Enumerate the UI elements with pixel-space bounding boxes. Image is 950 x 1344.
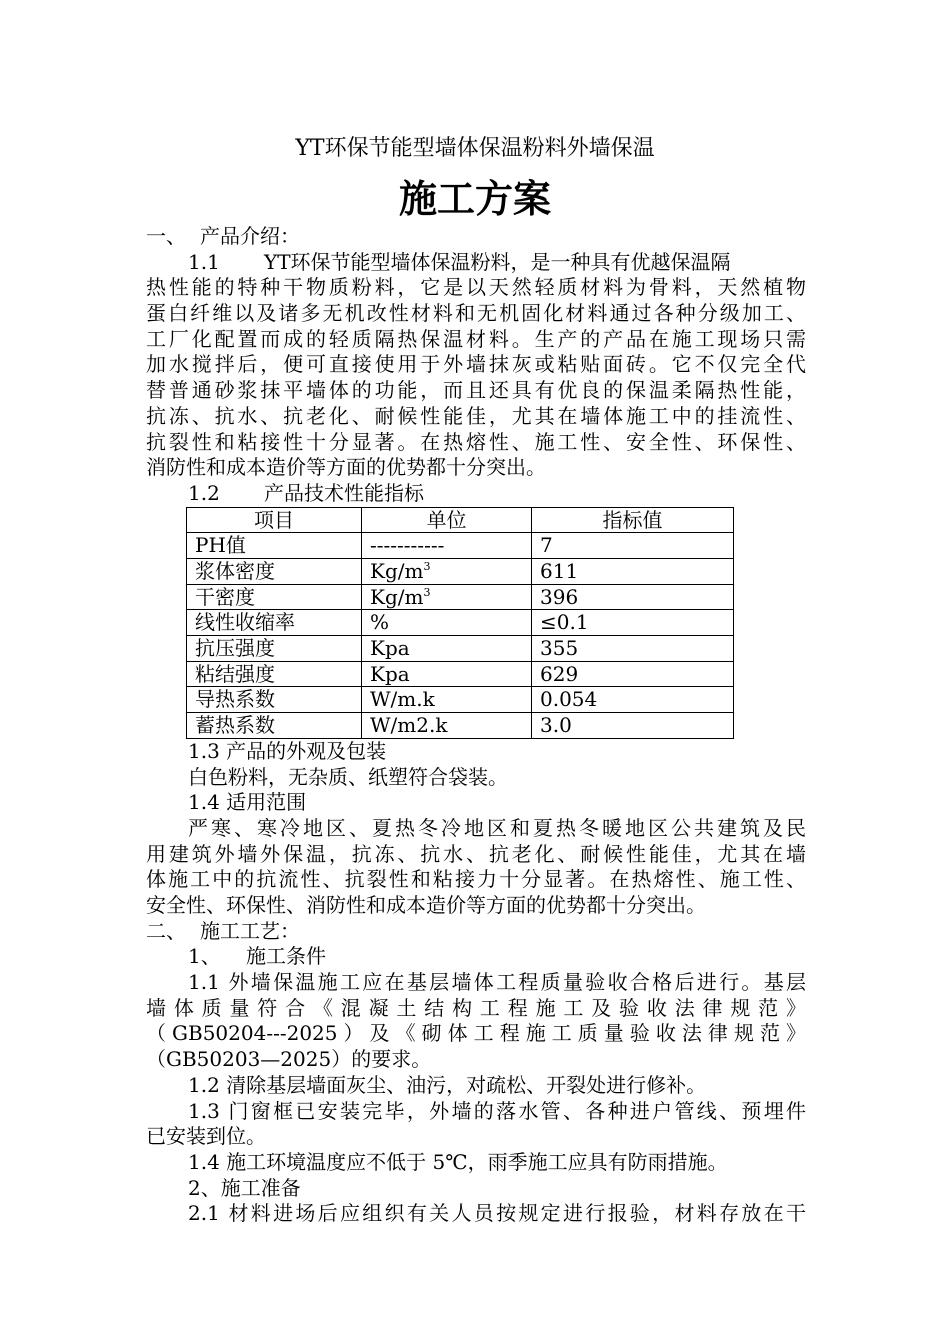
- paragraph-line: 蛋白纤维以及诸多无机改性材料和无机固化材料通过各种分级加工、: [146, 301, 806, 326]
- document-title-line1: YT环保节能型墙体保温粉料外墙保温: [295, 136, 655, 161]
- table-row: [187, 558, 734, 584]
- clause-number: 1.2: [188, 480, 220, 505]
- unit-text: Kpa: [370, 661, 410, 686]
- clause-1-2-heading: [146, 481, 806, 507]
- paragraph-line: 安全性、环保性、消防性和成本造价等方面的优势都十分突出。: [146, 893, 706, 918]
- unit-cell: [362, 558, 532, 584]
- unit-cell: [362, 636, 532, 662]
- table-row: [187, 584, 734, 610]
- unit-cell: [362, 713, 532, 739]
- table-row: [187, 533, 734, 559]
- unit-text: W/m2.k: [370, 713, 448, 738]
- item-cell: 抗压强度: [187, 636, 362, 662]
- value-cell: 396: [532, 584, 734, 610]
- paragraph-line: 严寒、寒冷地区、夏热冬冷地区和夏热冬暖地区公共建筑及民: [188, 815, 806, 840]
- paragraph-line: 工厂化配置而成的轻质隔热保温材料。生产的产品在施工现场只需: [146, 326, 806, 351]
- unit-cell: [362, 687, 532, 713]
- table-row: [187, 713, 734, 739]
- table-header-cell: 指标值: [532, 507, 734, 533]
- unit-text: Kpa: [370, 636, 410, 661]
- subsection-heading: [146, 944, 806, 970]
- document-title-line2: 施工方案: [398, 176, 551, 221]
- paragraph-line: 已安装到位。: [146, 1124, 266, 1149]
- section-heading-1: [146, 224, 806, 250]
- item-cell: 导热系数: [187, 687, 362, 713]
- unit-cell: [362, 610, 532, 636]
- item-cell: 粘结强度: [187, 661, 362, 687]
- unit-cell: [362, 661, 532, 687]
- paragraph-line: 热性能的特种干物质粉料，它是以天然轻质材料为骨料，天然植物: [146, 275, 806, 300]
- item-cell: 浆体密度: [187, 558, 362, 584]
- section-heading-2: [146, 919, 806, 945]
- value-cell: ≤0.1: [532, 610, 734, 636]
- clause-title: 产品技术性能指标: [264, 480, 424, 505]
- unit-text: W/m.k: [370, 687, 435, 712]
- table-header-row: [187, 507, 734, 533]
- clause-1-4-heading: 1.4 适用范围: [188, 790, 307, 815]
- value-cell: 355: [532, 636, 734, 662]
- paragraph-line: （GB50204---2025）及《砌体工程施工质量验收法律规范》: [146, 1021, 806, 1046]
- value-cell: 611: [532, 558, 734, 584]
- unit-text: Kg/m: [370, 558, 424, 583]
- unit-superscript: 3: [423, 559, 431, 573]
- paragraph-line: 1.2 清除基层墙面灰尘、油污，对疏松、开裂处进行修补。: [188, 1072, 707, 1097]
- section-title: 施工工艺：: [200, 918, 300, 943]
- paragraph-line: 1.3 门窗框已安装完毕，外墙的落水管、各种进户管线、预埋件: [188, 1098, 806, 1123]
- paragraph-line: （GB50203—2025）的要求。: [146, 1047, 432, 1072]
- clause-number: 1.1: [188, 249, 220, 274]
- paragraph-line: 抗裂性和粘接性十分显著。在热熔性、施工性、安全性、环保性、: [146, 429, 806, 454]
- unit-cell: [362, 533, 532, 559]
- subsection-heading: 2、施工准备: [188, 1175, 301, 1200]
- unit-text: Kg/m: [370, 584, 424, 609]
- document-body: [146, 224, 806, 1227]
- unit-text: %: [370, 610, 390, 635]
- paragraph-line: 墙体质量符合《混凝土结构工程施工及验收法律规范》: [146, 995, 806, 1020]
- paragraph-line: 白色粉料，无杂质、纸塑符合袋装。: [188, 764, 508, 789]
- section-number: 一、: [146, 224, 186, 248]
- unit-text: -----------: [370, 533, 445, 558]
- item-cell: PH值: [187, 533, 362, 559]
- paragraph-text: YT环保节能型墙体保温粉料，是一种具有优越保温隔: [264, 249, 731, 274]
- item-cell: 蓄热系数: [187, 713, 362, 739]
- table-header-cell: 项目: [187, 507, 362, 533]
- item-cell: 线性收缩率: [187, 610, 362, 636]
- table-row: [187, 610, 734, 636]
- table-header-cell: 单位: [362, 507, 532, 533]
- section-number: 二、: [146, 918, 186, 943]
- item-cell: 干密度: [187, 584, 362, 610]
- clause-1-3-heading: 1.3 产品的外观及包装: [188, 738, 387, 763]
- value-cell: 629: [532, 661, 734, 687]
- paragraph-line: 体施工中的抗流性、抗裂性和粘接力十分显著。在热熔性、施工性、: [146, 867, 806, 892]
- paragraph-1-1-first-line: [146, 250, 806, 276]
- table-row: [187, 687, 734, 713]
- paragraph-line: 替普通砂浆抹平墙体的功能，而且还具有优良的保温柔隔热性能，: [146, 378, 806, 403]
- table-row: [187, 636, 734, 662]
- paragraph-line: 2.1 材料进场后应组织有关人员按规定进行报验，材料存放在干: [188, 1201, 806, 1226]
- paragraph-line: 加水搅拌后，便可直接使用于外墙抹灰或粘贴面砖。它不仅完全代: [146, 352, 806, 377]
- value-cell: 0.054: [532, 687, 734, 713]
- spec-table: [186, 507, 734, 739]
- subsection-title: 施工条件: [246, 944, 326, 969]
- table-row: [187, 661, 734, 687]
- value-cell: 7: [532, 533, 734, 559]
- subsection-number: 1、: [188, 944, 221, 969]
- value-cell: 3.0: [532, 713, 734, 739]
- unit-superscript: 3: [423, 585, 431, 599]
- paragraph-line: 1.1 外墙保温施工应在基层墙体工程质量验收合格后进行。基层: [188, 970, 806, 995]
- unit-cell: [362, 584, 532, 610]
- paragraph-line: 消防性和成本造价等方面的优势都十分突出。: [146, 455, 546, 480]
- section-title: 产品介绍：: [200, 224, 300, 248]
- paragraph-line: 用建筑外墙外保温，抗冻、抗水、抗老化、耐候性能佳，尤其在墙: [146, 841, 806, 866]
- paragraph-line: 抗冻、抗水、抗老化、耐候性能佳，尤其在墙体施工中的挂流性、: [146, 403, 806, 428]
- paragraph-line: 1.4 施工环境温度应不低于 5℃，雨季施工应具有防雨措施。: [188, 1149, 728, 1174]
